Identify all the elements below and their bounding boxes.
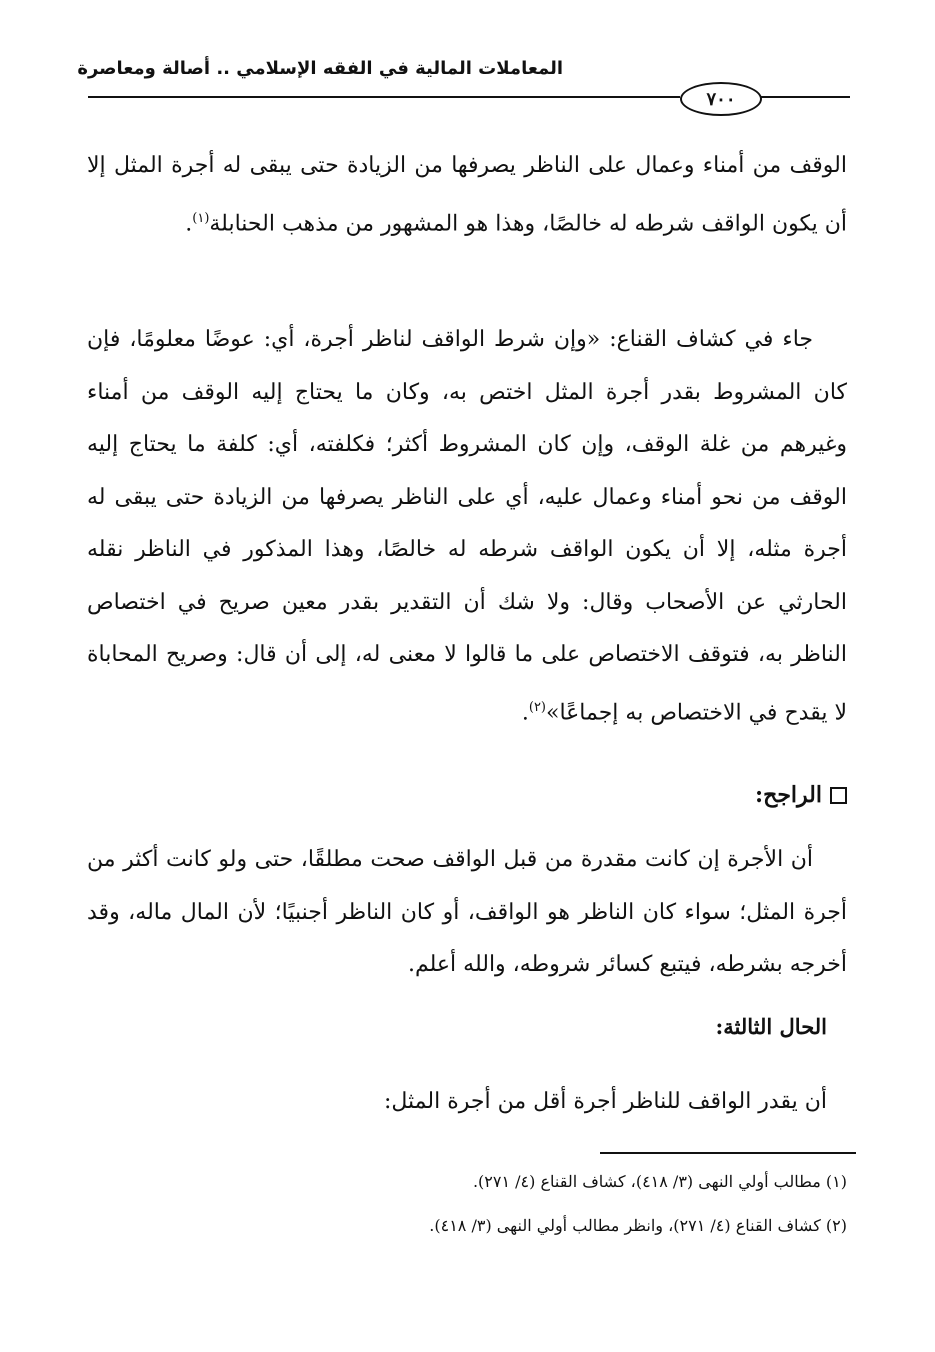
paragraph-2-end: . xyxy=(521,699,529,725)
paragraph-1-text: الوقف من أمناء وعمال على الناظر يصرفها من الزيادة حتى يبقى له أجرة المثل إلا أن يكون الواقف شرطه له خالصًا، وهذا هو المشهور من مذهب الحنابلة xyxy=(87,153,847,236)
footnote-ref-2[interactable]: (٢) xyxy=(528,699,546,715)
page-number: ٧٠٠ xyxy=(680,82,762,116)
footnote-1: (١) مطالب أولي النهى (٣/ ٤١٨)، كشاف القناع (٤/ ٢٧١). xyxy=(472,1172,847,1191)
paragraph-1-end: . xyxy=(185,210,193,236)
footnote-2: (٢) كشاف القناع (٤/ ٢٧١)، وانظر مطالب أولي النهى (٣/ ٤١٨). xyxy=(429,1216,847,1235)
checkbox-square-icon xyxy=(830,787,847,804)
section-heading xyxy=(755,782,847,808)
paragraph-2-text: جاء في كشاف القناع: «وإن شرط الواقف لناظر أجرة، أي: عوضًا معلومًا، فإن كان المشروط بقدر أجرة المثل اختص به، وكان ما يحتاج إليه الوقف من أمناء وغيرهم من غلة الوقف، وإن كان المشروط أكثر؛ فكلفته، أي: كلفة ما يحتاج إليه الوقف من نحو أمناء وعمال عليه، أي على الناظر يصرفها من الزيادة حتى يبقى له أجرة مثله، إلا أن يكون الواقف شرطه له خالصًا، وهذا المذكور في الناظر نقله الحارثي عن الأصحاب وقال: ولا شك أن التقدير بقدر معين صريح في اختصاص الناظر به، فتوقف الاختصاص على ما قالوا لا معنى له، إلى أن قال: وصريح المحاباة لا يقدح في الاختصاص به إجماعًا» xyxy=(87,327,847,725)
header-rule-right xyxy=(758,96,850,98)
footnote-divider xyxy=(600,1152,856,1154)
footnote-ref-1[interactable]: (١) xyxy=(192,210,210,226)
running-title: المعاملات المالية في الفقه الإسلامي .. أصالة ومعاصرة xyxy=(77,58,563,79)
paragraph-1 xyxy=(87,140,847,250)
paragraph-4: أن يقدر الواقف للناظر أجرة أقل من أجرة المثل: xyxy=(383,1089,827,1114)
section-heading-text: الراجح: xyxy=(755,782,822,808)
paragraph-2-quote xyxy=(87,314,847,739)
subheading: الحال الثالثة: xyxy=(715,1014,827,1039)
header-rule-left xyxy=(88,96,680,98)
paragraph-3: أن الأجرة إن كانت مقدرة من قبل الواقف صحت مطلقًا، حتى ولو كانت أكثر من أجرة المثل؛ سواء كان الناظر هو الواقف، أو كان الناظر أجنبيًا؛ لأن المال ماله، وقد أخرجه بشرطه، فيتبع كسائر شروطه، والله أعلم. xyxy=(87,847,847,977)
